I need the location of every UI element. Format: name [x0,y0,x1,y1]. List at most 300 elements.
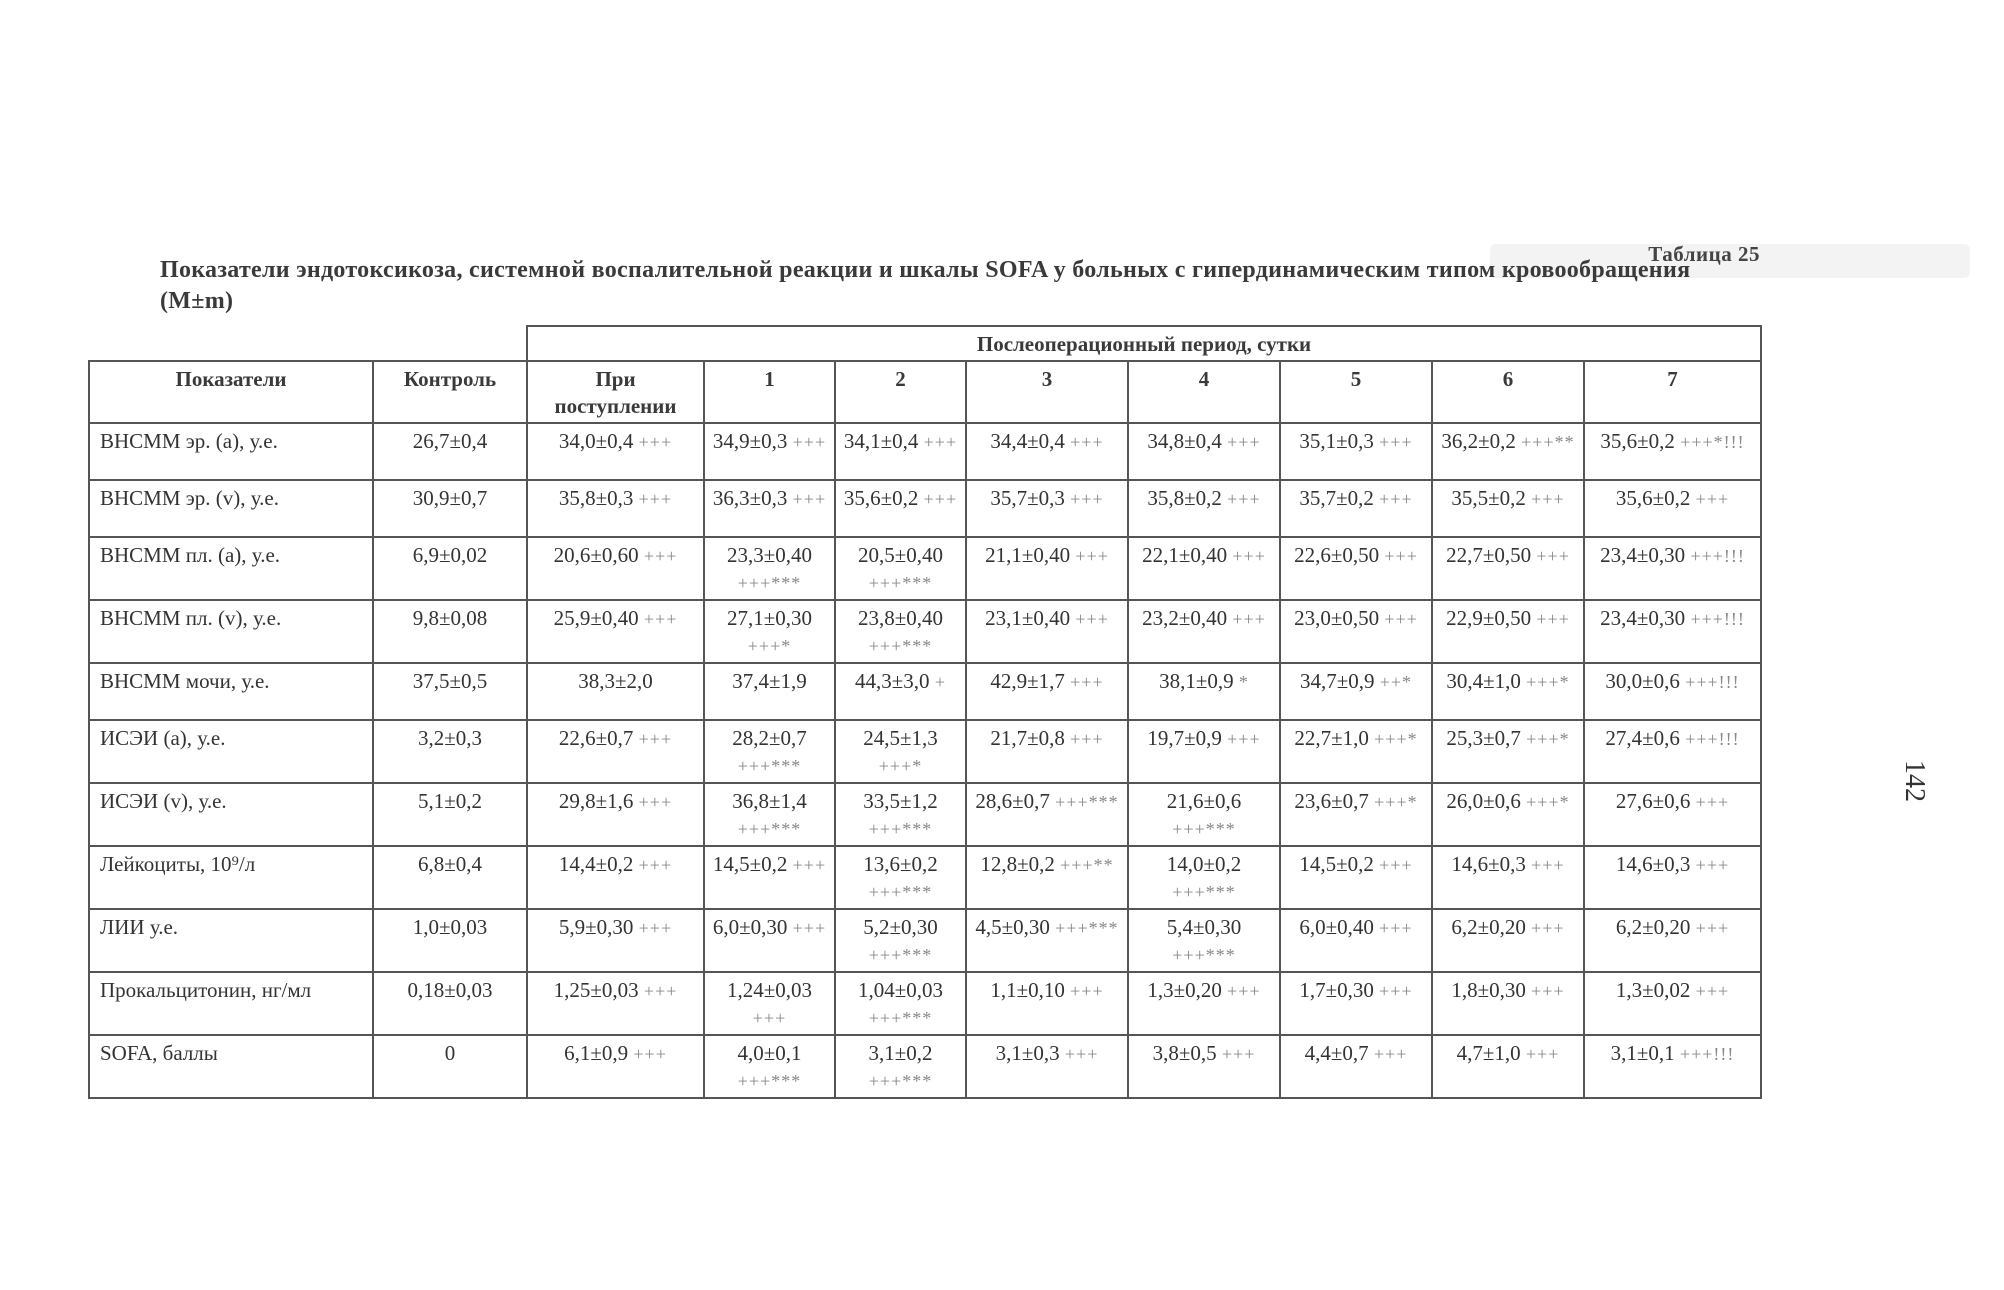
control-cell [373,537,527,600]
value-cell [1432,480,1584,537]
column-header: При поступлении [527,361,704,423]
column-header: 7 [1584,361,1761,423]
postop-period-header: Послеоперационный период, сутки [527,326,1761,361]
indicators-table [88,325,1762,1099]
value-cell [966,423,1128,480]
cell-value: 22,1±0,40 [1142,543,1228,567]
column-header-row [89,361,1761,423]
cell-value: 6,0±0,40 [1299,915,1374,939]
significance-marker: +++* [878,756,923,776]
significance-marker: +++* [747,636,792,656]
significance-marker: +++ [923,432,958,452]
cell-value: 23,1±0,40 [985,606,1071,630]
cell-value: 14,5±0,2 [1299,852,1374,876]
cell-value: 28,6±0,7 [975,789,1050,813]
cell-value: 35,6±0,2 [1615,486,1691,510]
value-cell [835,846,966,909]
cell-value: 30,9±0,7 [412,486,488,510]
value-cell [835,783,966,846]
significance-marker: +++ [1379,855,1413,875]
value-cell [527,846,704,909]
value-cell [1280,537,1432,600]
table-row [89,846,1761,909]
cell-value: 5,4±0,30 [1166,915,1242,939]
value-cell [1128,423,1280,480]
header-blank [89,326,527,361]
indicator-name: ВНСММ эр. (v), у.е. [89,480,373,537]
value-cell [527,423,704,480]
value-cell [527,720,704,783]
cell-value: 30,4±1,0 [1446,669,1521,693]
value-cell [835,972,966,1035]
control-cell [373,720,527,783]
significance-marker: +++ [638,489,673,509]
cell-value: 36,8±1,4 [732,789,807,813]
cell-value: 3,2±0,3 [417,726,483,750]
cell-value: 20,5±0,40 [857,543,944,567]
value-cell [1280,846,1432,909]
significance-marker: +++*** [737,819,802,839]
cell-value: 38,3±2,0 [578,669,653,693]
significance-marker: +++*** [868,573,933,593]
column-header: 5 [1280,361,1432,423]
value-cell [1584,846,1761,909]
cell-value: 14,4±0,2 [558,852,634,876]
significance-marker: +++*** [737,573,802,593]
value-cell [704,1035,835,1098]
cell-value: 4,0±0,1 [737,1041,802,1065]
cell-value: 36,2±0,2 [1441,429,1516,453]
cell-value: 4,5±0,30 [975,915,1050,939]
significance-marker: +++ [1695,918,1730,938]
value-cell [1432,423,1584,480]
value-cell [1432,663,1584,720]
significance-marker: ++* [1379,672,1413,692]
control-cell [373,423,527,480]
table-row [89,537,1761,600]
cell-value: 1,8±0,30 [1451,978,1526,1002]
significance-marker: +++*** [1055,918,1119,938]
value-cell [1432,909,1584,972]
cell-value: 3,1±0,1 [1610,1041,1675,1065]
value-cell [966,909,1128,972]
control-cell [373,480,527,537]
column-header: 2 [835,361,966,423]
value-cell [1280,600,1432,663]
value-cell [1432,972,1584,1035]
value-cell [1280,720,1432,783]
table-row [89,480,1761,537]
significance-marker: +++ [1227,489,1261,509]
significance-marker: +++ [1531,918,1565,938]
cell-value: 1,3±0,02 [1615,978,1691,1002]
value-cell [966,720,1128,783]
value-cell [966,1035,1128,1098]
value-cell [966,972,1128,1035]
significance-marker: +++!!! [1690,546,1745,566]
page-number: 142 [1899,760,1930,802]
cell-value: 5,1±0,2 [417,789,483,813]
value-cell [704,423,835,480]
value-cell [1432,600,1584,663]
cell-value: 27,6±0,6 [1615,789,1691,813]
value-cell [1280,480,1432,537]
control-cell [373,972,527,1035]
significance-marker: +++!!! [1685,672,1740,692]
table-row [89,663,1761,720]
significance-marker: +++ [643,609,678,629]
cell-value: 33,5±1,2 [863,789,938,813]
cell-value: 25,3±0,7 [1446,726,1521,750]
indicator-name: ВНСММ эр. (a), у.е. [89,423,373,480]
significance-marker: +++*** [868,882,933,902]
value-cell [704,846,835,909]
cell-value: 1,04±0,03 [857,978,944,1002]
value-cell [1128,480,1280,537]
cell-value: 23,6±0,7 [1294,789,1369,813]
significance-marker: +++* [1526,672,1570,692]
cell-value: 34,1±0,4 [843,429,919,453]
value-cell [1128,537,1280,600]
cell-value: 1,3±0,20 [1147,978,1222,1002]
significance-marker: +++*** [1055,792,1119,812]
cell-value: 6,2±0,20 [1451,915,1526,939]
value-cell [1128,846,1280,909]
value-cell [1280,783,1432,846]
cell-value: 14,5±0,2 [712,852,788,876]
cell-value: 24,5±1,3 [863,726,938,750]
significance-marker: +++ [792,855,827,875]
significance-marker: +++ [633,1044,667,1064]
significance-marker: +++*** [868,1071,933,1091]
table-row [89,909,1761,972]
value-cell [704,600,835,663]
value-cell [1128,783,1280,846]
indicator-name: Прокальцитонин, нг/мл [89,972,373,1035]
cell-value: 0,18±0,03 [407,978,493,1002]
cell-value: 35,8±0,3 [558,486,634,510]
value-cell [966,783,1128,846]
cell-value: 38,1±0,9 [1159,669,1234,693]
cell-value: 29,8±1,6 [558,789,634,813]
significance-marker: +++** [1060,855,1114,875]
cell-value: 37,4±1,9 [732,669,807,693]
indicator-name: ВНСММ пл. (a), у.е. [89,537,373,600]
cell-value: 28,2±0,7 [732,726,807,750]
significance-marker: +++ [1525,1044,1560,1064]
indicator-name: Лейкоциты, 10⁹/л [89,846,373,909]
control-cell [373,783,527,846]
value-cell [966,846,1128,909]
indicator-name: ВНСММ пл. (v), у.е. [89,600,373,663]
cell-value: 30,0±0,6 [1605,669,1680,693]
value-cell [835,909,966,972]
significance-marker: +++*** [1172,819,1236,839]
value-cell [1584,480,1761,537]
cell-value: 35,7±0,2 [1299,486,1374,510]
value-cell [527,537,704,600]
column-header: Контроль [373,361,527,423]
significance-marker: +++ [1695,855,1730,875]
significance-marker: +++ [1070,672,1104,692]
significance-marker: +++*** [737,756,802,776]
significance-marker: +++*** [868,1008,933,1028]
column-header: 4 [1128,361,1280,423]
value-cell [1584,972,1761,1035]
cell-value: 14,0±0,2 [1166,852,1242,876]
significance-marker: +++ [638,792,673,812]
significance-marker: * [1238,672,1249,692]
table-row [89,972,1761,1035]
significance-marker: +++* [1526,729,1570,749]
significance-marker: +++*!!! [1680,432,1745,452]
significance-marker: +++ [1227,981,1261,1001]
value-cell [527,1035,704,1098]
value-cell [704,663,835,720]
cell-value: 14,6±0,3 [1615,852,1691,876]
control-cell [373,663,527,720]
value-cell [1128,600,1280,663]
significance-marker: +++ [638,855,673,875]
column-header: Показатели [89,361,373,423]
value-cell [1432,1035,1584,1098]
significance-marker: +++ [1075,609,1109,629]
significance-marker: +++ [1070,981,1104,1001]
value-cell [835,423,966,480]
cell-value: 1,1±0,10 [990,978,1065,1002]
value-cell [527,600,704,663]
value-cell [704,909,835,972]
cell-value: 34,0±0,4 [558,429,634,453]
cell-value: 35,5±0,2 [1451,486,1526,510]
cell-value: 0 [444,1041,456,1065]
significance-marker: +++!!! [1690,609,1745,629]
value-cell [1584,600,1761,663]
cell-value: 44,3±3,0 [855,669,930,693]
column-header: 3 [966,361,1128,423]
cell-value: 4,4±0,7 [1304,1041,1369,1065]
significance-marker: +++ [638,432,673,452]
significance-marker: +++ [1227,729,1261,749]
value-cell [835,480,966,537]
value-cell [1432,783,1584,846]
cell-value: 14,6±0,3 [1451,852,1526,876]
significance-marker: +++ [923,489,958,509]
value-cell [1432,846,1584,909]
significance-marker: +++ [1075,546,1109,566]
value-cell [1584,1035,1761,1098]
significance-marker: +++ [1531,981,1565,1001]
value-cell [1584,537,1761,600]
indicator-name: ИСЭИ (a), у.е. [89,720,373,783]
value-cell [1584,720,1761,783]
significance-marker: +++ [1379,918,1413,938]
significance-marker: +++*** [1172,882,1236,902]
significance-marker: +++* [1526,792,1570,812]
significance-marker: +++!!! [1685,729,1740,749]
value-cell [527,783,704,846]
value-cell [527,663,704,720]
cell-value: 34,4±0,4 [990,429,1065,453]
significance-marker: +++*** [868,819,933,839]
significance-marker: +++ [1232,546,1266,566]
significance-marker: +++ [792,489,827,509]
significance-marker: +++ [643,546,678,566]
cell-value: 23,8±0,40 [857,606,944,630]
cell-value: 13,6±0,2 [863,852,938,876]
table-title: Показатели эндотоксикоза, системной воспалительной реакции и шкалы SOFA у больных с гипердинамическим типом кровообращения (M±m) [160,257,1691,314]
significance-marker: +++*** [868,636,933,656]
cell-value: 3,1±0,2 [868,1041,933,1065]
cell-value: 35,8±0,2 [1147,486,1222,510]
significance-marker: +++ [752,1008,787,1028]
value-cell [1128,1035,1280,1098]
cell-value: 1,0±0,03 [412,915,488,939]
table-row [89,1035,1761,1098]
value-cell [1280,972,1432,1035]
value-cell [966,480,1128,537]
cell-value: 9,8±0,08 [412,606,488,630]
significance-marker: +++** [1521,432,1575,452]
value-cell [1280,1035,1432,1098]
table-row [89,720,1761,783]
value-cell [835,600,966,663]
significance-marker: +++ [643,981,678,1001]
cell-value: 3,8±0,5 [1152,1041,1217,1065]
cell-value: 3,1±0,3 [995,1041,1060,1065]
cell-value: 23,3±0,40 [726,543,813,567]
value-cell [1128,720,1280,783]
significance-marker: + [934,672,946,692]
cell-value: 1,24±0,03 [726,978,813,1002]
indicator-name: ИСЭИ (v), у.е. [89,783,373,846]
cell-value: 27,1±0,30 [726,606,813,630]
table-row [89,423,1761,480]
cell-value: 42,9±1,7 [990,669,1065,693]
cell-value: 35,7±0,3 [990,486,1065,510]
value-cell [1128,663,1280,720]
cell-value: 35,6±0,2 [843,486,919,510]
significance-marker: +++ [792,918,827,938]
cell-value: 21,7±0,8 [990,726,1065,750]
value-cell [835,537,966,600]
significance-marker: +++ [1536,609,1570,629]
significance-marker: +++ [1379,489,1413,509]
cell-value: 37,5±0,5 [412,669,488,693]
significance-marker: +++ [1232,609,1266,629]
cell-value: 21,1±0,40 [985,543,1071,567]
indicator-name: ВНСММ мочи, у.е. [89,663,373,720]
control-cell [373,909,527,972]
cell-value: 35,6±0,2 [1600,429,1675,453]
cell-value: 34,7±0,9 [1299,669,1375,693]
value-cell [1584,783,1761,846]
cell-value: 35,1±0,3 [1299,429,1374,453]
value-cell [527,480,704,537]
significance-marker: +++ [1536,546,1570,566]
cell-value: 19,7±0,9 [1147,726,1222,750]
value-cell [966,663,1128,720]
cell-value: 6,9±0,02 [412,543,488,567]
significance-marker: +++ [1531,489,1565,509]
value-cell [835,663,966,720]
cell-value: 5,9±0,30 [558,915,634,939]
control-cell [373,846,527,909]
significance-marker: +++*** [1172,945,1236,965]
table-row [89,783,1761,846]
value-cell [1280,909,1432,972]
significance-marker: +++* [1374,729,1418,749]
cell-value: 25,9±0,40 [553,606,639,630]
cell-value: 36,3±0,3 [712,486,788,510]
significance-marker: +++ [1373,1044,1408,1064]
cell-value: 22,6±0,50 [1294,543,1380,567]
significance-marker: +++ [1070,432,1104,452]
cell-value: 21,6±0,6 [1166,789,1242,813]
significance-marker: +++ [1695,792,1730,812]
significance-marker: +++ [1379,432,1413,452]
value-cell [527,909,704,972]
significance-marker: +++*** [868,945,933,965]
significance-marker: +++ [792,432,827,452]
control-cell [373,600,527,663]
significance-marker: +++*** [737,1071,802,1091]
significance-marker: +++ [1695,981,1730,1001]
cell-value: 4,7±1,0 [1456,1041,1521,1065]
value-cell [1584,423,1761,480]
significance-marker: +++ [1695,489,1730,509]
cell-value: 1,25±0,03 [553,978,639,1002]
cell-value: 6,0±0,30 [712,915,788,939]
cell-value: 12,8±0,2 [980,852,1055,876]
cell-value: 34,8±0,4 [1147,429,1222,453]
cell-value: 6,8±0,4 [417,852,483,876]
value-cell [966,600,1128,663]
cell-value: 22,9±0,50 [1446,606,1532,630]
indicator-name: SOFA, баллы [89,1035,373,1098]
significance-marker: +++ [1384,609,1418,629]
significance-marker: +++* [1374,792,1418,812]
value-cell [704,720,835,783]
value-cell [704,783,835,846]
value-cell [1432,720,1584,783]
value-cell [1584,909,1761,972]
control-cell [373,1035,527,1098]
table-number-label: Таблица 25 [1648,242,1760,266]
column-header: 6 [1432,361,1584,423]
cell-value: 23,4±0,30 [1600,543,1686,567]
cell-value: 6,1±0,9 [564,1041,629,1065]
value-cell [527,972,704,1035]
cell-value: 1,7±0,30 [1299,978,1374,1002]
significance-marker: +++ [638,918,673,938]
cell-value: 22,7±1,0 [1294,726,1369,750]
significance-marker: +++ [1227,432,1261,452]
significance-marker: +++ [1384,546,1418,566]
value-cell [1128,909,1280,972]
cell-value: 27,4±0,6 [1605,726,1680,750]
cell-value: 34,9±0,3 [712,429,788,453]
table-row [89,600,1761,663]
cell-value: 23,0±0,50 [1294,606,1380,630]
significance-marker: +++ [1070,729,1104,749]
value-cell [1280,423,1432,480]
cell-value: 6,2±0,20 [1615,915,1691,939]
value-cell [704,480,835,537]
cell-value: 5,2±0,30 [863,915,938,939]
value-cell [704,972,835,1035]
cell-value: 22,7±0,50 [1446,543,1532,567]
